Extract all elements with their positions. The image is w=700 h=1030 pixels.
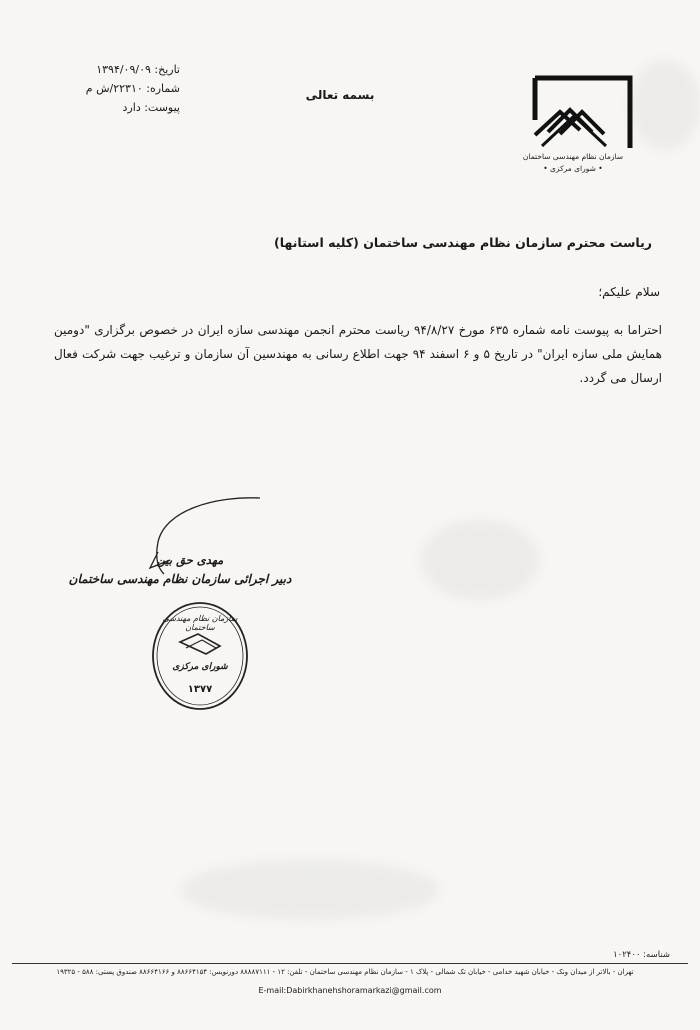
- signatory-title: دبیر اجرائی سازمان نظام مهندسی ساختمان: [68, 572, 292, 586]
- footer-divider: [12, 963, 688, 964]
- building-logo-icon: [520, 60, 640, 155]
- registration-id: شناسه: ۱۰۲۴۰۰: [613, 950, 670, 960]
- letter-addressee: ریاست محترم سازمان نظام مهندسی ساختمان (کلیه استانها): [274, 235, 652, 250]
- scan-smudge: [420, 520, 540, 600]
- letter-body: احتراما به پیوست نامه شماره ۶۳۵ مورخ ۹۴/۸/۲۷ ریاست محترم انجمن مهندسی سازه ایران در خصوص برگزاری "دومین همایش ملی سازه ایران" در تاریخ ۵ و ۶ اسفند ۹۴ جهت اطلاع رسانی به مهندسین آن سازمان و ترغیب جهت شرکت فعال ارسال می گردد.: [54, 323, 663, 385]
- scan-smudge: [630, 60, 700, 150]
- stamp-council-text: شورای مرکزی: [172, 662, 228, 672]
- official-stamp: [150, 600, 250, 712]
- organization-logo: [520, 60, 640, 180]
- scan-smudge: [180, 860, 440, 920]
- signatory-name: مهدی حق بین: [156, 553, 224, 567]
- footer-address: تهران - بالاتر از میدان ونک - خیابان شهید خدامی - خیابان تک شمالی - پلاک ۱ - سازمان نظام مهندسی ساختمان - تلفن: ۱۲ - ۸۸۸۸۷۱۱۱ دورنویس: ۸۸۶۶۴۱۵۴ و ۸۸۶۶۴۱۶۶ صندوق پستی: ۵۸۸ - ۱۹۳۲۵: [56, 968, 634, 976]
- bismillah-heading: بسمه تعالی: [305, 88, 375, 102]
- footer-email: E-mail:Dabirkhanehshoramarkazi@gmail.com: [258, 986, 442, 995]
- logo-org-name: سازمان نظام مهندسی ساختمان: [522, 152, 624, 161]
- stamp-org-text: سازمان نظام مهندسی ساختمان: [162, 614, 238, 632]
- logo-council: • شورای مرکزی •: [543, 164, 603, 173]
- stamp-year: ۱۳۷۷: [187, 684, 213, 695]
- letter-date: تاریخ: ۱۳۹۴/۰۹/۰۹: [96, 63, 180, 76]
- letter-number: شماره: ۲۲۳۱۰/ش م: [85, 82, 180, 95]
- letter-greeting: سلام علیکم؛: [598, 285, 660, 299]
- letter-attachment: پیوست: دارد: [122, 101, 180, 114]
- letter-meta: [20, 60, 180, 117]
